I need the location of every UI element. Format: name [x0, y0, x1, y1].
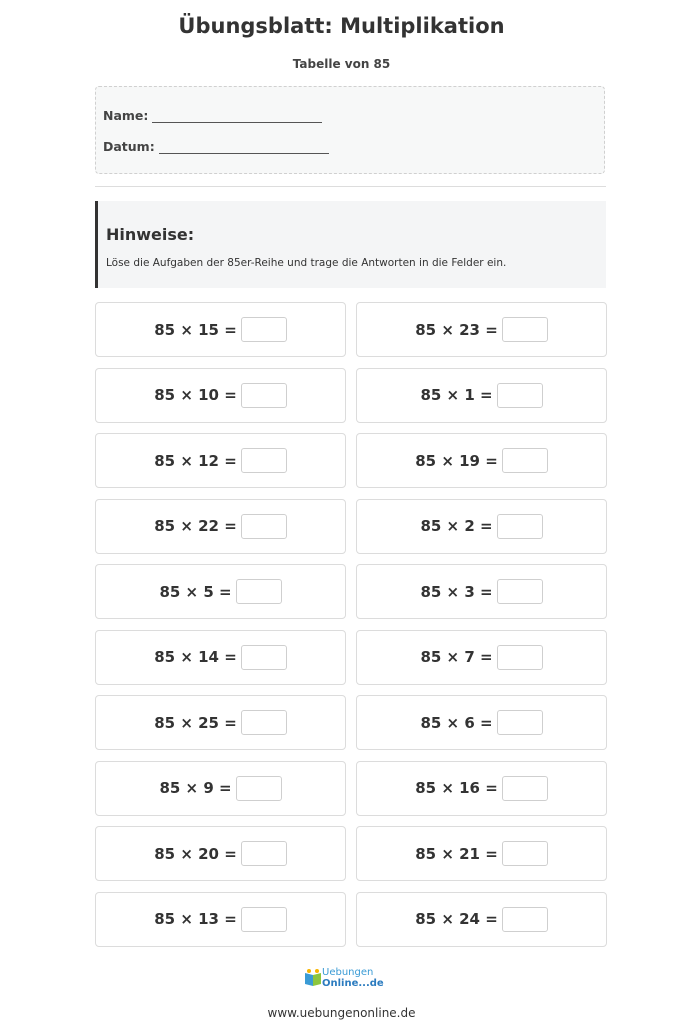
answer-box[interactable]: [241, 448, 287, 473]
notes-box: [95, 201, 606, 288]
name-blank-line[interactable]: [152, 110, 322, 123]
problem-text: 85 × 13 =: [154, 910, 237, 928]
problem-card: [356, 564, 607, 619]
problem-card: [95, 302, 346, 357]
problem-text: 85 × 5 =: [159, 582, 232, 601]
logo-text-top: Uebungen: [322, 967, 374, 978]
answer-box[interactable]: [241, 710, 287, 735]
problem-text: 85 × 12 =: [154, 451, 237, 470]
problem-card: [356, 695, 607, 750]
problem-text: 85 × 15 =: [154, 320, 237, 339]
problem-card: [95, 368, 346, 423]
problem-card: [356, 368, 607, 423]
answer-box[interactable]: [502, 907, 548, 932]
answer-box[interactable]: [502, 841, 548, 866]
answer-box[interactable]: [241, 645, 287, 670]
problem-text: 85 × 7 =: [420, 648, 493, 666]
divider: [95, 186, 606, 187]
site-logo: [303, 966, 383, 992]
name-line: [103, 108, 322, 123]
problem-text: 85 × 9 =: [159, 779, 232, 797]
problem-text: 85 × 3 =: [420, 582, 493, 601]
worksheet-subtitle: Tabelle von 85: [292, 57, 391, 71]
problem-text: 85 × 24 =: [415, 910, 498, 928]
answer-box[interactable]: [241, 907, 287, 932]
date-line: [103, 139, 329, 154]
answer-box[interactable]: [241, 514, 287, 539]
notes-text: Löse die Aufgaben der 85er-Reihe und trage die Antworten in die Felder ein.: [106, 257, 507, 269]
problem-text: 85 × 10 =: [154, 386, 237, 404]
problem-card: [95, 433, 346, 488]
website-url: www.uebungenonline.de: [267, 1006, 416, 1020]
problem-text: 85 × 6 =: [420, 713, 493, 732]
problem-text: 85 × 1 =: [420, 386, 493, 404]
problem-card: [356, 761, 607, 816]
problem-card: [95, 826, 346, 881]
problem-card: [356, 433, 607, 488]
problem-text: 85 × 16 =: [415, 779, 498, 797]
problem-card: [356, 630, 607, 685]
problem-card: [95, 695, 346, 750]
date-blank-line[interactable]: [159, 141, 329, 154]
problem-card: [356, 499, 607, 554]
name-label: Name:: [103, 108, 149, 123]
answer-box[interactable]: [236, 776, 282, 801]
notes-heading: Hinweise:: [106, 225, 195, 244]
problem-text: 85 × 21 =: [415, 844, 498, 863]
problem-card: [356, 826, 607, 881]
problem-text: 85 × 23 =: [415, 320, 498, 339]
book-icon: [303, 968, 323, 988]
problem-card: [95, 630, 346, 685]
answer-box[interactable]: [502, 317, 548, 342]
problem-card: [356, 302, 607, 357]
problem-text: 85 × 2 =: [420, 517, 493, 535]
problem-text: 85 × 19 =: [415, 451, 498, 470]
problem-grid: [95, 302, 607, 947]
problem-text: 85 × 25 =: [154, 713, 237, 732]
problem-card: [95, 564, 346, 619]
problem-text: 85 × 14 =: [154, 648, 237, 666]
answer-box[interactable]: [236, 579, 282, 604]
page-title: Übungsblatt: Multiplikation: [178, 14, 505, 38]
answer-box[interactable]: [502, 448, 548, 473]
answer-box[interactable]: [241, 383, 287, 408]
problem-card: [95, 761, 346, 816]
problem-card: [356, 892, 607, 947]
problem-text: 85 × 20 =: [154, 844, 237, 863]
problem-card: [95, 892, 346, 947]
answer-box[interactable]: [497, 514, 543, 539]
answer-box[interactable]: [497, 645, 543, 670]
student-info-box: [95, 86, 605, 174]
answer-box[interactable]: [241, 841, 287, 866]
logo-text-bottom: Online...de: [322, 978, 384, 989]
answer-box[interactable]: [497, 383, 543, 408]
answer-box[interactable]: [497, 579, 543, 604]
answer-box[interactable]: [497, 710, 543, 735]
problem-card: [95, 499, 346, 554]
date-label: Datum:: [103, 139, 155, 154]
answer-box[interactable]: [502, 776, 548, 801]
problem-text: 85 × 22 =: [154, 517, 237, 535]
answer-box[interactable]: [241, 317, 287, 342]
